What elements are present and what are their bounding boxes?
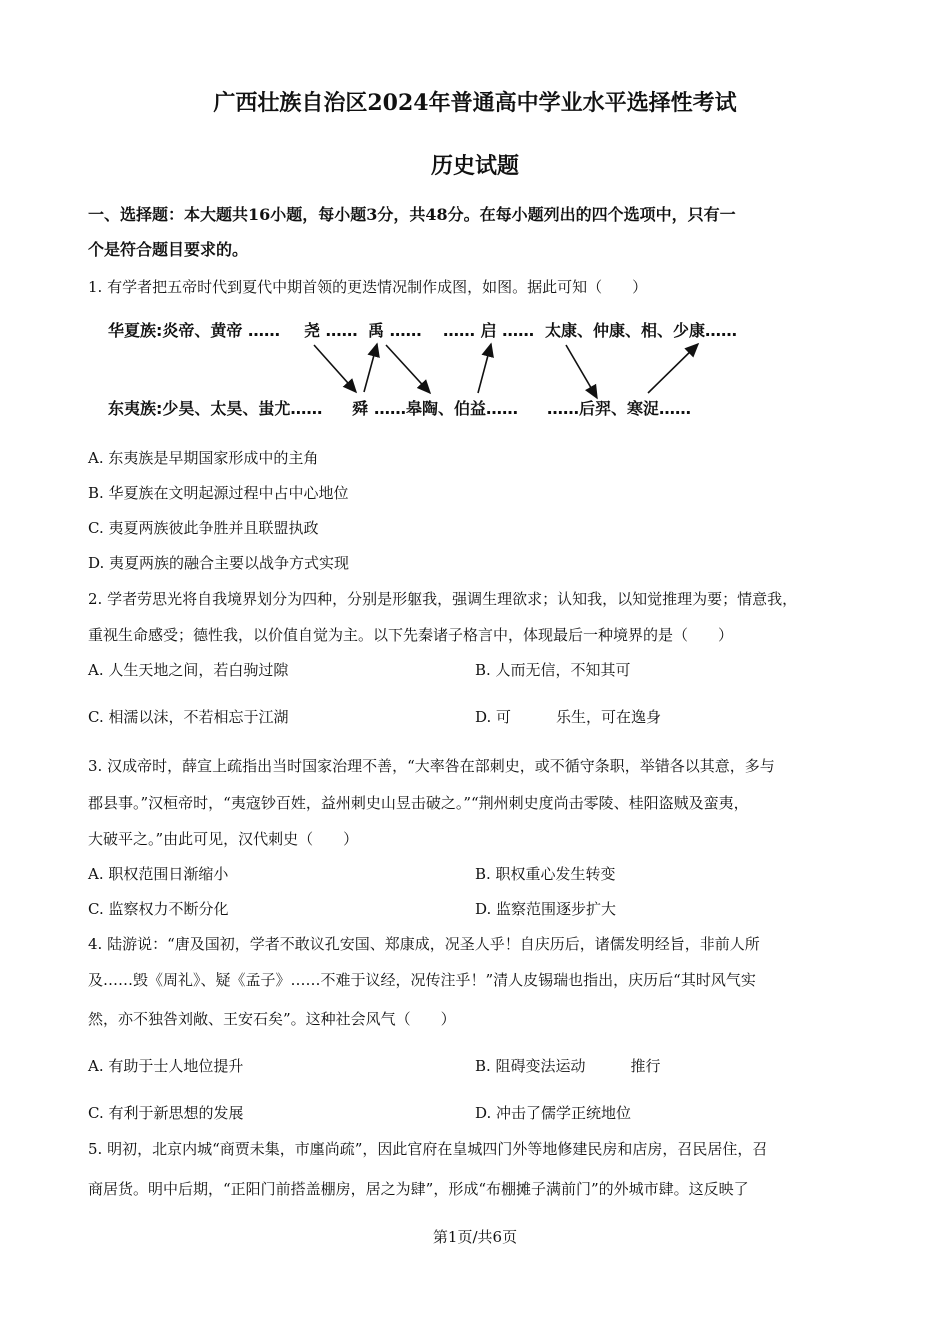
- diagram-top-2: 禹 ……: [368, 321, 422, 340]
- q3-stem-line: 大破平之。”由此可见，汉代刺史（ ）: [88, 830, 359, 848]
- diagram-top-1: 尧 ……: [304, 321, 358, 340]
- diagram-bottom-0: 东夷族:少昊、太昊、蚩尤……: [108, 399, 323, 418]
- q2-stem-line: 重视生命感受；德性我，以价值自觉为主。以下先秦诸子格言中，体现最后一种境界的是（ ）: [88, 626, 734, 644]
- q4-option-b: B. 阻碍变法运动 推行: [475, 1057, 661, 1075]
- q3-stem-line: 郡县事。”汉桓帝时，“夷寇钞百姓，益州刺史山昱击破之。”“荆州刺史度尚击零陵、桂阳盗贼及蛮夷，: [88, 794, 749, 812]
- q3-option-c: C. 监察权力不断分化: [88, 900, 229, 918]
- q5-stem-line: 商居货。明中后期，“正阳门前搭盖棚房，居之为肆”，形成“布棚摊子满前门”的外城市肆。这反映了: [88, 1180, 749, 1198]
- q4-stem-line: 然，亦不独咎刘敞、王安石矣”。这种社会风气（ ）: [88, 1010, 456, 1028]
- q3-option-d: D. 监察范围逐步扩大: [475, 900, 617, 918]
- q3-stem-line: 3. 汉成帝时，薛宣上疏指出当时国家治理不善，“大率咎在部刺史，或不循守条职，举错各以其意，多与: [88, 757, 775, 775]
- arrow-hanzhuo-shaokang: [648, 344, 698, 393]
- q1-option-b: B. 华夏族在文明起源过程中占中心地位: [88, 484, 349, 502]
- q3-option-b: B. 职权重心发生转变: [475, 865, 616, 883]
- q4-option-c: C. 有利于新思想的发展: [88, 1104, 244, 1122]
- diagram-top-0: 华夏族:炎帝、黄帝 ……: [108, 321, 280, 340]
- q1-option-a: A. 东夷族是早期国家形成中的主角: [88, 449, 319, 467]
- section-heading: 一、选择题：本大题共16小题，每小题3分，共48分。在每小题列出的四个选项中，只有一: [88, 205, 736, 224]
- diagram-top-3: …… 启 ……: [443, 321, 535, 340]
- arrow-yu-gaotao: [386, 345, 430, 393]
- arrow-taikang-houyi: [566, 345, 597, 398]
- q2-stem-line: 2. 学者劳思光将自我境界划分为四种，分别是形躯我，强调生理欲求；认知我，以知觉推理为要；情意我，: [88, 590, 798, 608]
- arrow-boyi-qi: [478, 344, 491, 393]
- page-title: 广西壮族自治区2024年普通高中学业水平选择性考试: [213, 90, 737, 116]
- q2-option-d: D. 可 乐生，可在逸身: [475, 708, 662, 726]
- q4-stem-line: 及……毁《周礼》、疑《孟子》……不难于议经，况传注乎！”清人皮锡瑞也指出，庆历后“其时风气实: [88, 971, 756, 989]
- arrow-shun-yu: [364, 344, 377, 392]
- arrow-yao-shun: [314, 345, 356, 392]
- diagram-bottom-3: ……后羿、寒浞……: [547, 399, 692, 418]
- q1-option-d: D. 夷夏两族的融合主要以战争方式实现: [88, 554, 350, 572]
- q2-option-c: C. 相濡以沫，不若相忘于江湖: [88, 708, 289, 726]
- diagram-bottom-2: ……皋陶、伯益……: [374, 399, 519, 418]
- q5-stem-line: 5. 明初，北京内城“商贾未集，市廛尚疏”，因此官府在皇城四门外等地修建民房和店房，召民居住，召: [88, 1140, 768, 1158]
- q3-option-a: A. 职权范围日渐缩小: [88, 865, 229, 883]
- q1-stem: 1. 有学者把五帝时代到夏代中期首领的更迭情况制作成图，如图。据此可知（ ）: [88, 278, 648, 296]
- q4-stem-line: 4. 陆游说：“唐及国初，学者不敢议孔安国、郑康成，况圣人乎！自庆历后，诸儒发明经旨，非前人所: [88, 935, 760, 953]
- q4-option-d: D. 冲击了儒学正统地位: [475, 1104, 632, 1122]
- page-subtitle: 历史试题: [430, 153, 519, 179]
- diagram-bottom-1: 舜: [352, 399, 369, 418]
- page-footer: 第1页/共6页: [432, 1228, 518, 1246]
- q2-option-b: B. 人而无信，不知其可: [475, 661, 631, 679]
- diagram-top-4: 太康、仲康、相、少康……: [545, 321, 738, 340]
- q4-option-a: A. 有助于士人地位提升: [88, 1057, 244, 1075]
- q1-option-c: C. 夷夏两族彼此争胜并且联盟执政: [88, 519, 319, 537]
- section-heading-cont: 个是符合题目要求的。: [88, 240, 249, 259]
- q2-option-a: A. 人生天地之间，若白驹过隙: [88, 661, 289, 679]
- q1-diagram: [0, 0, 950, 440]
